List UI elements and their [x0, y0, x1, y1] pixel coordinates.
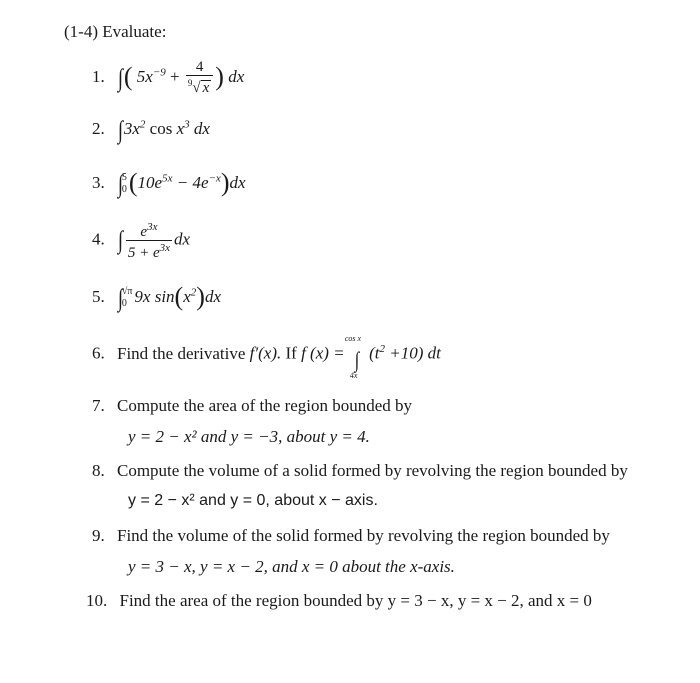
problem-4	[92, 220, 190, 261]
open-paren: (	[128, 168, 138, 197]
integral-sign: ∫	[117, 64, 124, 92]
root-index: 9	[187, 78, 193, 88]
lower-limit: 0	[121, 184, 127, 196]
fraction	[186, 60, 213, 96]
close-paren: )	[220, 168, 230, 197]
open-paren: (	[174, 282, 184, 311]
term-var: x	[145, 66, 153, 86]
if-text: If	[281, 343, 302, 363]
integrand-exp: 2	[379, 343, 386, 355]
problem-10	[86, 591, 592, 611]
close-paren: )	[215, 61, 224, 91]
integral-limits	[122, 286, 133, 310]
problem-text: Find the area of the region bounded by y = 3 − x, y = x − 2, and x = 0	[119, 591, 592, 610]
denominator-base: 5 + e	[127, 245, 160, 261]
term-2-exp: −x	[208, 172, 221, 185]
upper-limit: √π	[121, 286, 133, 298]
problem-text: Find the volume of the solid formed by revolving the region bounded by	[117, 526, 610, 545]
f-of-x: f (x) =	[301, 343, 345, 363]
page-heading: (1-4) Evaluate:	[64, 22, 167, 41]
differential: dx	[174, 229, 191, 249]
f-prime: f′(x).	[249, 343, 282, 363]
problem-number: 3.	[92, 173, 105, 192]
numerator-exp: 3x	[147, 221, 158, 233]
problem-text: Compute the area of the region bounded by	[117, 396, 413, 415]
close-paren: )	[196, 282, 205, 311]
problem-condition: y = 3 − x, y = x − 2, and x = 0 about the x-axis.	[128, 557, 455, 576]
differential: dx	[204, 287, 221, 306]
inner-exp: 2	[190, 286, 197, 299]
cos-function: cos	[149, 119, 173, 138]
fraction-numerator	[126, 220, 172, 241]
problem-number: 8.	[92, 461, 105, 480]
term-2: − 4e	[172, 173, 209, 192]
problem-7	[92, 396, 413, 446]
problem-8	[92, 461, 628, 509]
problem-number: 9.	[92, 526, 105, 545]
definite-integral	[344, 333, 365, 380]
term-a-exp: 2	[139, 118, 146, 131]
denominator-exp: 3x	[159, 242, 171, 254]
integrand: 9x sin	[134, 287, 175, 306]
term-exp: −9	[152, 66, 166, 79]
root-radicand: x	[202, 80, 210, 96]
integral-sign: ∫	[117, 171, 124, 198]
problem-9	[92, 526, 610, 576]
term-a: 3x	[123, 119, 140, 138]
integral-sign: ∫	[117, 285, 124, 312]
term-b-exp: 3	[184, 118, 190, 131]
differential: dx	[229, 173, 246, 192]
fraction-denominator	[126, 241, 172, 261]
numerator-base: e	[140, 224, 148, 240]
lower-limit: 0	[121, 298, 127, 310]
problem-3	[92, 168, 246, 199]
problem-number: 1.	[92, 66, 105, 86]
problem-6	[92, 333, 441, 380]
open-paren: (	[123, 61, 133, 91]
integrand-rest: +10) dt	[385, 343, 441, 363]
integral-sign: ∫	[354, 346, 360, 372]
problem-1	[92, 60, 244, 96]
plus-sign: +	[170, 66, 180, 86]
problem-2	[92, 117, 210, 145]
term-1: 10e	[137, 173, 163, 192]
problem-condition: y = 2 − x² and y = 0, about x − axis.	[128, 492, 378, 509]
term-coef: 5	[136, 66, 146, 86]
inner-var: x	[183, 287, 191, 306]
problem-text: Find the derivative	[117, 343, 250, 363]
integral-sign: ∫	[117, 227, 124, 255]
problem-number: 5.	[92, 287, 105, 306]
integral-sign: ∫	[117, 117, 124, 144]
differential: dx	[228, 66, 245, 86]
problem-text: Compute the volume of a solid formed by revolving the region bounded by	[117, 461, 628, 480]
term-b: x	[176, 119, 185, 138]
problem-5	[92, 282, 221, 313]
problem-condition: y = 2 − x² and y = −3, about y = 4.	[128, 427, 370, 446]
differential: dx	[193, 119, 210, 138]
integrand: (t	[369, 343, 380, 363]
term-1-exp: 5x	[162, 172, 173, 185]
problem-number: 10.	[86, 591, 108, 610]
problem-number: 4.	[92, 229, 105, 249]
upper-limit: 5	[121, 172, 127, 184]
problem-number: 7.	[92, 396, 105, 415]
fraction	[126, 220, 172, 261]
problem-number: 2.	[92, 119, 105, 138]
fraction-denominator: $^9$√ x	[187, 78, 210, 96]
problem-number: 6.	[92, 343, 105, 363]
lower-limit: 4x	[349, 370, 358, 380]
fraction-numerator: 4	[186, 60, 213, 76]
upper-limit: cos x	[344, 333, 362, 343]
